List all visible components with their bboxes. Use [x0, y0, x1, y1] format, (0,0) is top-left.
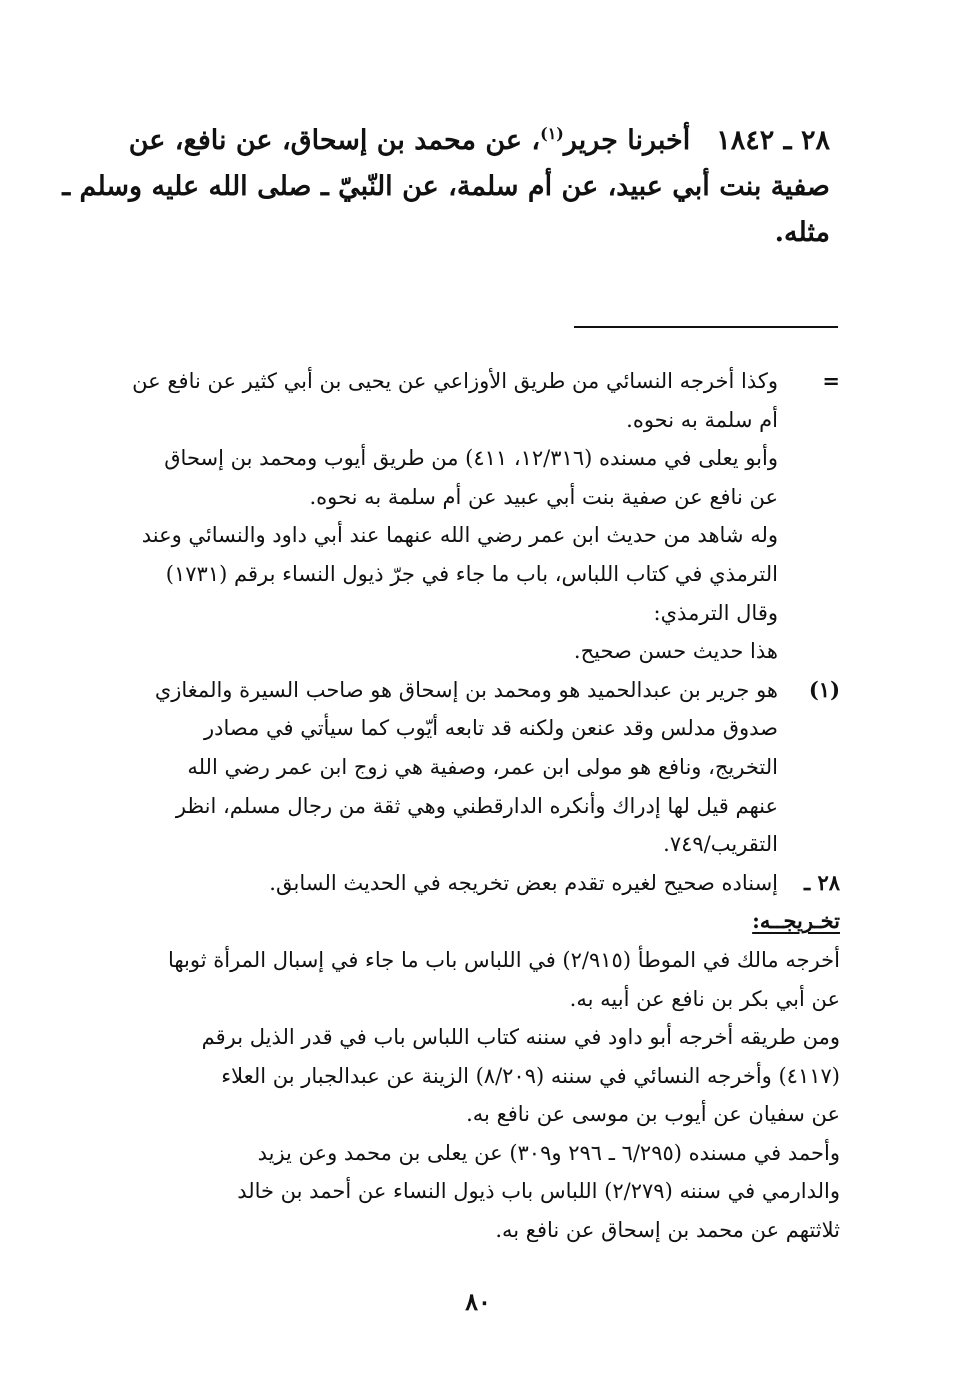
footnote-separator	[574, 326, 838, 328]
hadith-line-3: مثله.	[774, 217, 830, 248]
footnotes-area	[132, 362, 840, 1250]
takhrij-block	[140, 941, 840, 1250]
takhrij-line: وأحمد في مسنده (٦/٢٩٥ ـ ٢٩٦ و٣٠٩) عن يعلى بن محمد وعن يزيد	[257, 1140, 840, 1165]
footnote-1-lines	[140, 671, 778, 864]
note-28-lines	[140, 864, 778, 903]
note-28	[140, 864, 840, 903]
note-28-marker: ٢٨ ـ	[803, 869, 840, 895]
takhrij-line: ثلاثتهم عن محمد بن إسحاق عن نافع به.	[495, 1218, 840, 1243]
footnote-1	[140, 671, 840, 864]
hadith-text	[62, 118, 830, 256]
takhrij-lines	[140, 941, 840, 1250]
hadith-number: ٢٨ ـ ١٨٤٢	[716, 125, 830, 156]
footnote-1-line: عنهم قيل لها إدراك وأنكره الدارقطني وهي ثقة من رجال مسلم، انظر	[175, 793, 778, 818]
continuation-note	[132, 362, 840, 671]
takhrij-heading-wrap	[140, 902, 840, 941]
footnote-1-line: التقريب/٧٤٩.	[663, 832, 778, 857]
takhrij-line: عن سفيان عن أيوب بن موسى عن نافع به.	[466, 1102, 840, 1127]
takhrij-line: أخرجه مالك في الموطأ (٢/٩١٥) في اللباس باب ما جاء في إسبال المرأة ثوبها	[167, 947, 840, 972]
hadith-line-1-start: أخبرنا جرير	[563, 125, 691, 156]
continuation-line: هذا حديث حسن صحيح.	[573, 639, 778, 664]
takhrij-heading-row	[140, 902, 840, 941]
continuation-marker: =	[822, 368, 840, 393]
page-number: ٨٠	[465, 1287, 491, 1316]
continuation-line: وأبو يعلى في مسنده (١٢/٣١٦، ٤١١) من طريق أيوب ومحمد بن إسحاق	[164, 446, 778, 471]
footnote-1-line: هو جرير بن عبدالحميد هو ومحمد بن إسحاق هو صاحب السيرة والمغازي	[154, 677, 778, 702]
hadith-line-1-end: ، عن محمد بن إسحاق، عن نافع، عن	[128, 125, 541, 156]
continuation-line: الترمذي في كتاب اللباس، باب ما جاء في جرّ ذيول النساء برقم (١٧٣١)	[165, 561, 778, 586]
footnote-1-marker: (١)	[808, 676, 840, 702]
takhrij-line: ومن طريقه أخرجه أبو داود في سننه كتاب اللباس باب في قدر الذيل برقم	[201, 1025, 840, 1050]
takhrij-line: (٤١١٧) وأخرجه النسائي في سننه (٨/٢٠٩) الزينة عن عبدالجبار بن العلاء	[221, 1063, 840, 1088]
continuation-line: أم سلمة به نحوه.	[626, 407, 778, 432]
continuation-lines	[132, 362, 778, 671]
takhrij-line: عن أبي بكر بن نافع عن أبيه به.	[569, 986, 840, 1011]
hadith-line-2: صفية بنت أبي عبيد، عن أم سلمة، عن النّبيّ ـ صلى الله عليه وسلم ـ	[62, 171, 830, 202]
takhrij-heading: تخـريجــه:	[752, 908, 840, 934]
continuation-line: عن نافع عن صفية بنت أبي عبيد عن أم سلمة به نحوه.	[309, 484, 778, 509]
note-28-line: إسناده صحيح لغيره تقدم بعض تخريجه في الحديث السابق.	[269, 870, 778, 895]
takhrij-line: والدارمي في سننه (٢/٢٧٩) اللباس باب ذيول النساء عن أحمد بن خالد	[237, 1179, 840, 1204]
footnote-1-line: التخريج، ونافع هو مولى ابن عمر، وصفية هي زوج ابن عمر رضي الله	[187, 754, 778, 779]
continuation-line: وقال الترمذي:	[653, 600, 778, 625]
hadith-line-1	[128, 118, 830, 164]
footnote-reference[interactable]: (١)	[540, 124, 564, 143]
footnote-1-line: صدوق مدلس وقد عنعن ولكنه قد تابعه أيّوب كما سيأتي في مصادر	[203, 716, 778, 741]
continuation-line: وله شاهد من حديث ابن عمر رضي الله عنهما عند أبي داود والنسائي وعند	[141, 523, 778, 548]
continuation-line: وكذا أخرجه النسائي من طريق الأوزاعي عن يحيى بن أبي كثير عن نافع عن	[132, 369, 778, 393]
